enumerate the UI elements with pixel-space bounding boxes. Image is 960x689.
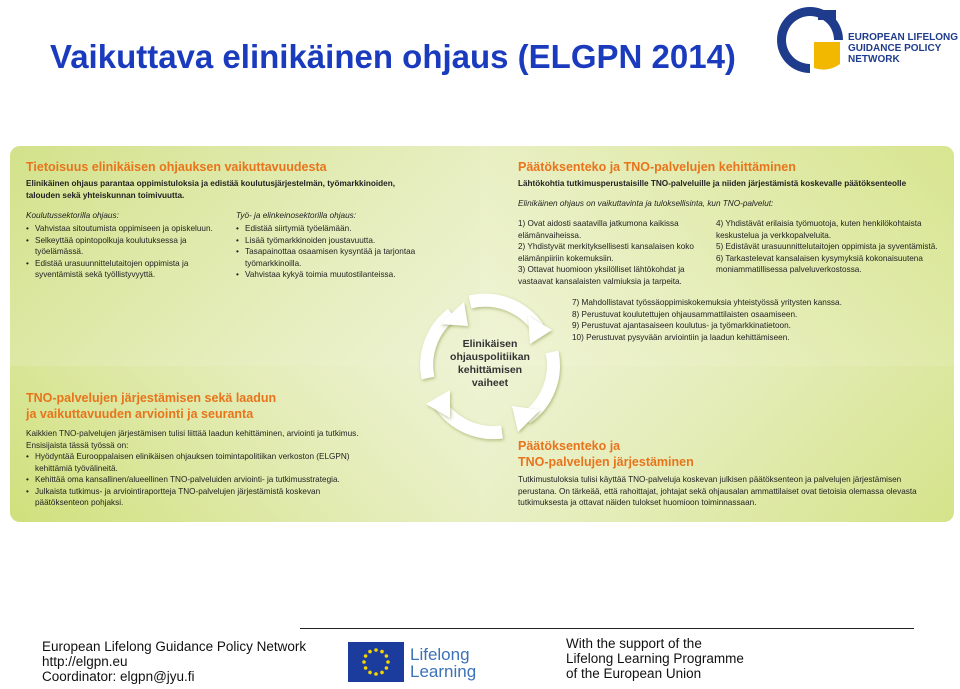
- decision-development-heading: Päätöksenteko ja TNO-palvelujen kehittäminen: [518, 160, 796, 174]
- awareness-intro: Elinikäinen ohjaus parantaa oppimistuloksia ja edistää koulutusjärjestelmän, työmarkkinoiden, talouden sekä yhteiskunnan toimivuutta.: [26, 179, 395, 200]
- evaluation-heading-line-1: TNO-palvelujen järjestämisen sekä laadun: [26, 391, 277, 405]
- logo-line-3: NETWORK: [848, 54, 900, 65]
- evaluation-item: • Kehittää oma kansallinen/alueellinen TNO-palveluiden arviointi- ja tutkimusstrategia.: [26, 474, 376, 486]
- cycle-label-line-3: kehittämisen: [457, 364, 523, 376]
- principle-item: 9) Perustuvat ajantasaiseen koulutus- ja työmarkkinatietoon.: [572, 321, 791, 330]
- decision-provision-heading-line-2: TNO-palvelujen järjestäminen: [518, 455, 694, 469]
- decision-provision-heading-line-1: Päätöksenteko ja: [518, 439, 621, 453]
- work-item: • Vahvistaa kykyä toimia muutostilanteissa.: [236, 269, 422, 281]
- principles-col-1: [518, 218, 704, 287]
- cycle-center-label: [430, 338, 550, 390]
- lifelong-learning-logo-text: [410, 646, 476, 680]
- education-item: • Edistää urasuunnittelutaitojen oppimista ja syventämistä sekä työllistyvyyttä.: [26, 258, 226, 281]
- principle-item: 8) Perustuvat koulutettujen ohjausammattilaisten osaamiseen.: [572, 309, 798, 319]
- evaluation-item: • Hyödyntää Eurooppalaisen elinikäisen ohjauksen toimintapolitiikan verkoston (ELGPN) kehittämiä työvälineitä.: [26, 451, 376, 474]
- principle-item: 4) Yhdistävät erilaisia työmuotoja, kuten henkilökohtaista keskustelua ja verkkopalveluita.: [716, 219, 922, 240]
- decision-provision-text: Tutkimustuloksia tulisi käyttää TNO-palveluja koskevan julkisen päätöksenteon ja palvelujen järjestämisen perustana. On tärkeää, että rahoittajat, johtajat sekä ohjausalan ammattilaiset ovat tietoisia olemassa olevasta tutkimuksesta ja ottavat näiden tulokset huomioon toiminnassaan.: [518, 475, 917, 507]
- awareness-heading: Tietoisuus elinikäisen ohjauksen vaikuttavuudesta: [26, 160, 327, 174]
- work-item: • Lisää työmarkkinoiden joustavuutta.: [236, 235, 422, 247]
- education-item: • Selkeyttää opintopolkuja koulutuksessa ja työelämässä.: [26, 235, 226, 258]
- education-list: [26, 223, 226, 281]
- principles-col-2: [716, 218, 942, 276]
- work-heading: Työ- ja elinkeinosektorilla ohjaus:: [236, 211, 356, 220]
- principle-item: 3) Ottavat huomioon yksilölliset lähtökohdat ja vastaavat kansalaisten valmiuksia ja tarpeita.: [518, 265, 685, 286]
- footer-network-info: [42, 639, 306, 684]
- principle-item: 5) Edistävät urasuunnittelutaitojen oppimista ja syventämistä.: [716, 242, 938, 251]
- work-item: • Tasapainottaa osaamisen kysyntää ja tarjontaa työmarkkinoilla.: [236, 246, 422, 269]
- lll-line-2: Learning: [410, 662, 477, 681]
- logo-line-2: GUIDANCE POLICY: [848, 43, 942, 54]
- eu-flag-icon: [348, 642, 404, 682]
- work-item: • Edistää siirtymiä työelämään.: [236, 223, 422, 235]
- principles-col-3: [572, 297, 882, 343]
- footer-divider: [300, 628, 914, 629]
- principle-item: 6) Tarkastelevat kansalaisen kysymyksiä kokonaisuutena moniammatillisessa palveluverkostossa.: [716, 253, 923, 274]
- principle-item: 10) Perustuvat pysyvään arviointiin ja laadun kehittämiseen.: [572, 332, 790, 342]
- footer-network-name: European Lifelong Guidance Policy Network: [42, 639, 307, 654]
- evaluation-heading: [26, 390, 276, 422]
- footer-website-link[interactable]: http://elgpn.eu: [42, 654, 128, 669]
- principle-item: 2) Yhdistyvät merkityksellisesti kansalaisen koko elämänpiiriin kokemuksiin.: [518, 242, 694, 263]
- footer-support-line-2: Lifelong Learning Programme: [566, 651, 744, 666]
- decision-development-sub: Elinikäinen ohjaus on vaikuttavinta ja tuloksellisinta, kun TNO-palvelut:: [518, 199, 774, 208]
- footer-support-line-1: With the support of the: [566, 636, 702, 651]
- education-item: • Vahvistaa sitoutumista oppimiseen ja opiskeluun.: [26, 223, 226, 235]
- cycle-label-line-4: vaiheet: [471, 377, 509, 389]
- cycle-label-line-2: ohjauspolitiikan: [450, 351, 530, 363]
- lll-line-1: Lifelong: [410, 645, 470, 664]
- evaluation-list: [26, 451, 376, 509]
- decision-development-intro: Lähtökohtia tutkimusperustaisille TNO-palveluille ja niiden järjestämistä koskevalle päätöksenteolle: [518, 179, 907, 188]
- work-list: [236, 223, 422, 281]
- logo-line-1: EUROPEAN LIFELONG: [848, 32, 959, 43]
- evaluation-item: • Julkaista tutkimus- ja arviointiraportteja TNO-palvelujen järjestämistä koskevan päätöksenteon pohjaksi.: [26, 486, 376, 509]
- footer-coordinator: Coordinator: elgpn@jyu.fi: [42, 669, 195, 684]
- education-heading: Koulutussektorilla ohjaus:: [26, 211, 119, 220]
- page-title: Vaikuttava elinikäinen ohjaus (ELGPN 2014): [50, 38, 736, 75]
- evaluation-intro: Kaikkien TNO-palvelujen järjestämisen tulisi liittää laadun kehittäminen, arviointi ja tutkimus. Ensisijaista tässä työssä on:: [26, 429, 359, 450]
- evaluation-heading-line-2: ja vaikuttavuuden arviointi ja seuranta: [26, 407, 254, 421]
- principle-item: 1) Ovat aidosti saatavilla jatkumona kaikissa elämänvaiheissa.: [518, 219, 679, 240]
- logo-text: [848, 32, 958, 65]
- footer-support-line-3: of the European Union: [566, 666, 702, 681]
- principle-item: 7) Mahdollistavat työssäoppimiskokemuksia yhteistyössä yritysten kanssa.: [572, 298, 842, 307]
- footer-support-info: [566, 636, 744, 681]
- cycle-label-line-1: Elinikäisen: [462, 338, 518, 350]
- policy-cycle-diagram: [10, 146, 954, 522]
